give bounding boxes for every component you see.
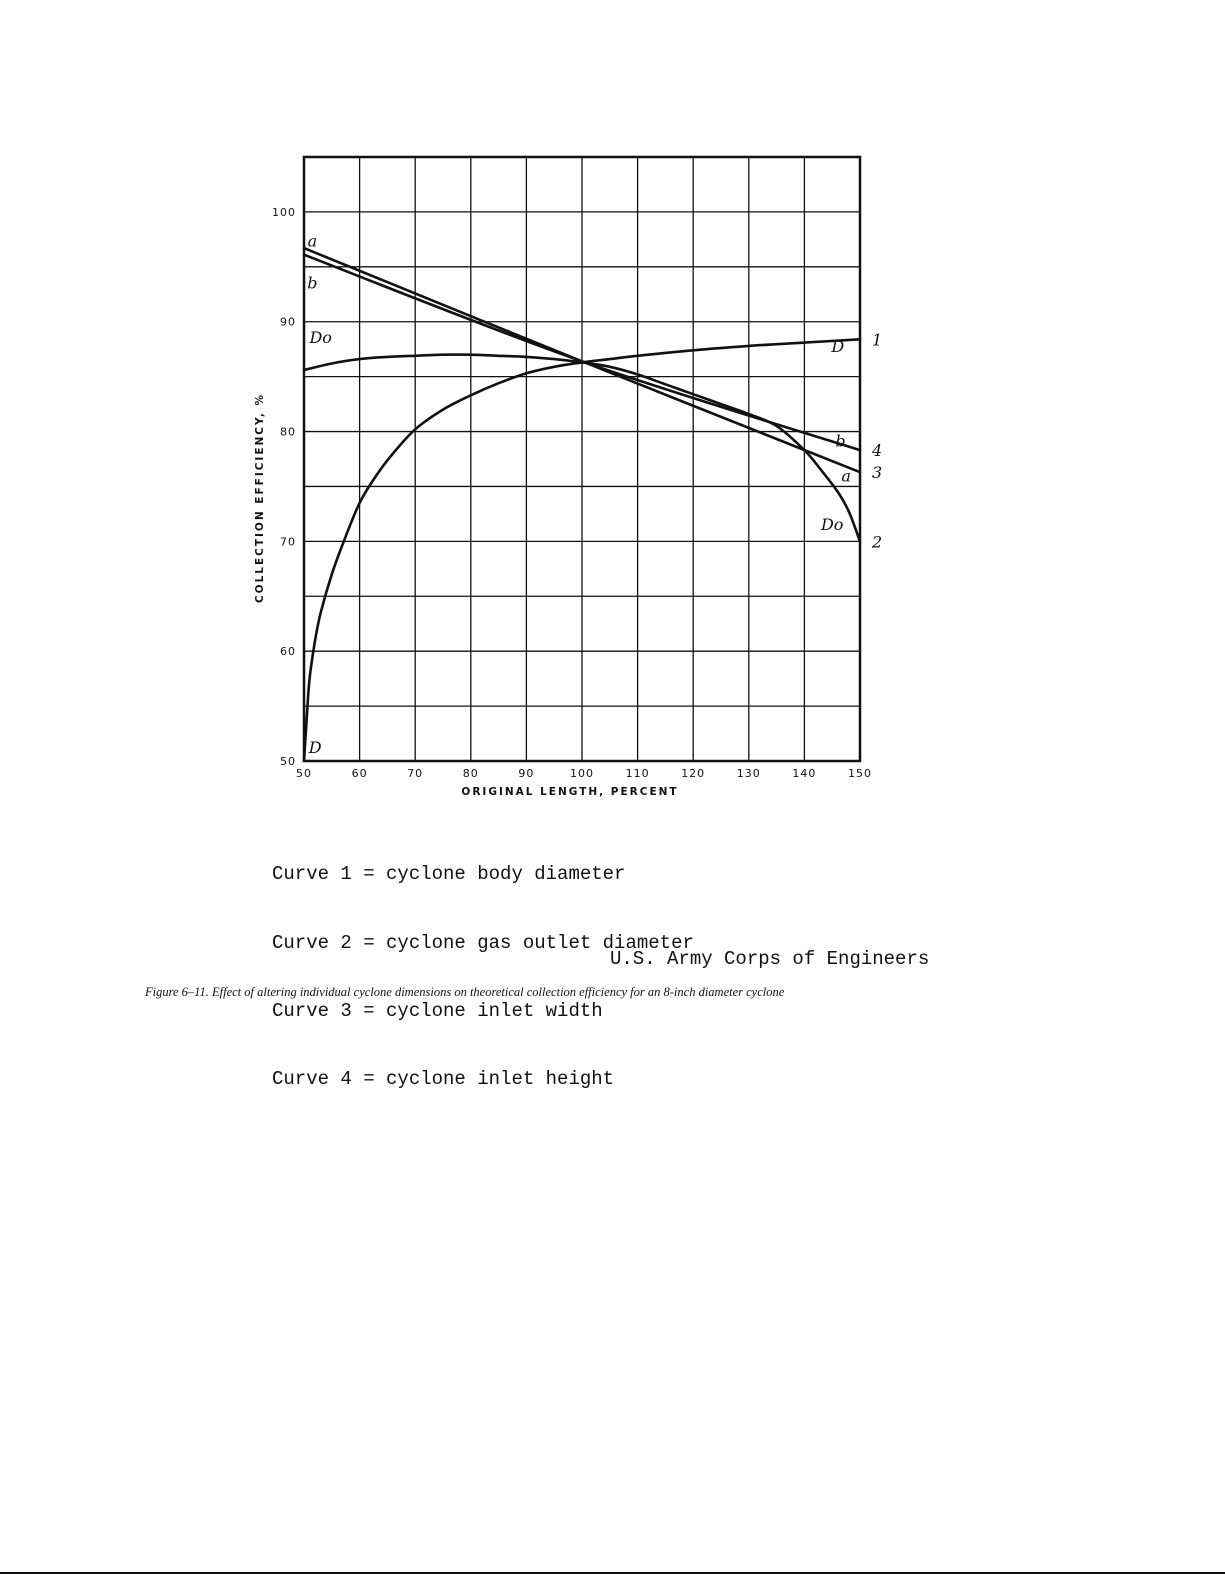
x-tick-label: 140 [792, 767, 817, 780]
curve-1-number-label: 1 [872, 330, 883, 350]
source-credit: U.S. Army Corps of Engineers [610, 948, 930, 970]
x-axis-label: ORIGINAL LENGTH, PERCENT [461, 786, 679, 798]
y-tick-label: 80 [280, 425, 296, 439]
curve-2-letter-label: Do [820, 514, 844, 534]
curve-3-letter-label: a [841, 466, 851, 486]
x-tick-label: 90 [518, 767, 535, 780]
x-tick-label: 130 [736, 767, 761, 780]
chart-ticks [272, 206, 872, 780]
figure-caption: Figure 6–11. Effect of altering individual cyclone dimensions on theoretical collection efficiency for an 8-inch diameter cyclone [145, 985, 785, 999]
curve-3-number-label: 3 [872, 463, 883, 483]
x-tick-label: 100 [570, 767, 594, 780]
curve-2-letter-label: Do [309, 328, 332, 348]
x-tick-label: 60 [351, 767, 368, 780]
page-bottom-rule [0, 1572, 1225, 1574]
x-tick-label: 110 [625, 767, 650, 780]
curve-2-number-label: 2 [872, 532, 883, 552]
y-tick-label: 100 [272, 205, 296, 219]
legend-line: Curve 2 = cyclone gas outlet diameter [272, 931, 694, 954]
y-tick-label: 50 [280, 755, 296, 768]
curve-4-letter-label: b [835, 431, 846, 451]
legend-line: Curve 4 = cyclone inlet height [272, 1067, 615, 1090]
curve-1-letter-label: D [831, 336, 845, 356]
curve-4-number-label: 4 [872, 441, 883, 461]
x-tick-label: 80 [462, 767, 479, 780]
curve-1-letter-label: D [308, 737, 322, 757]
y-axis-label: COLLECTION EFFICIENCY, % [254, 392, 266, 604]
x-tick-label: 150 [848, 767, 872, 780]
curve-3-letter-label: a [307, 231, 318, 251]
chart-curve-labels [307, 232, 882, 757]
y-tick-label: 70 [280, 535, 296, 549]
x-tick-label: 50 [296, 767, 312, 780]
y-tick-label: 60 [280, 645, 296, 659]
x-tick-label: 70 [407, 767, 424, 780]
y-tick-label: 90 [280, 315, 296, 329]
legend-line: Curve 3 = cyclone inlet width [272, 999, 603, 1022]
legend-line: Curve 1 = cyclone body diameter [272, 863, 626, 886]
x-tick-label: 120 [681, 767, 706, 780]
curve-4-letter-label: b [307, 273, 318, 293]
